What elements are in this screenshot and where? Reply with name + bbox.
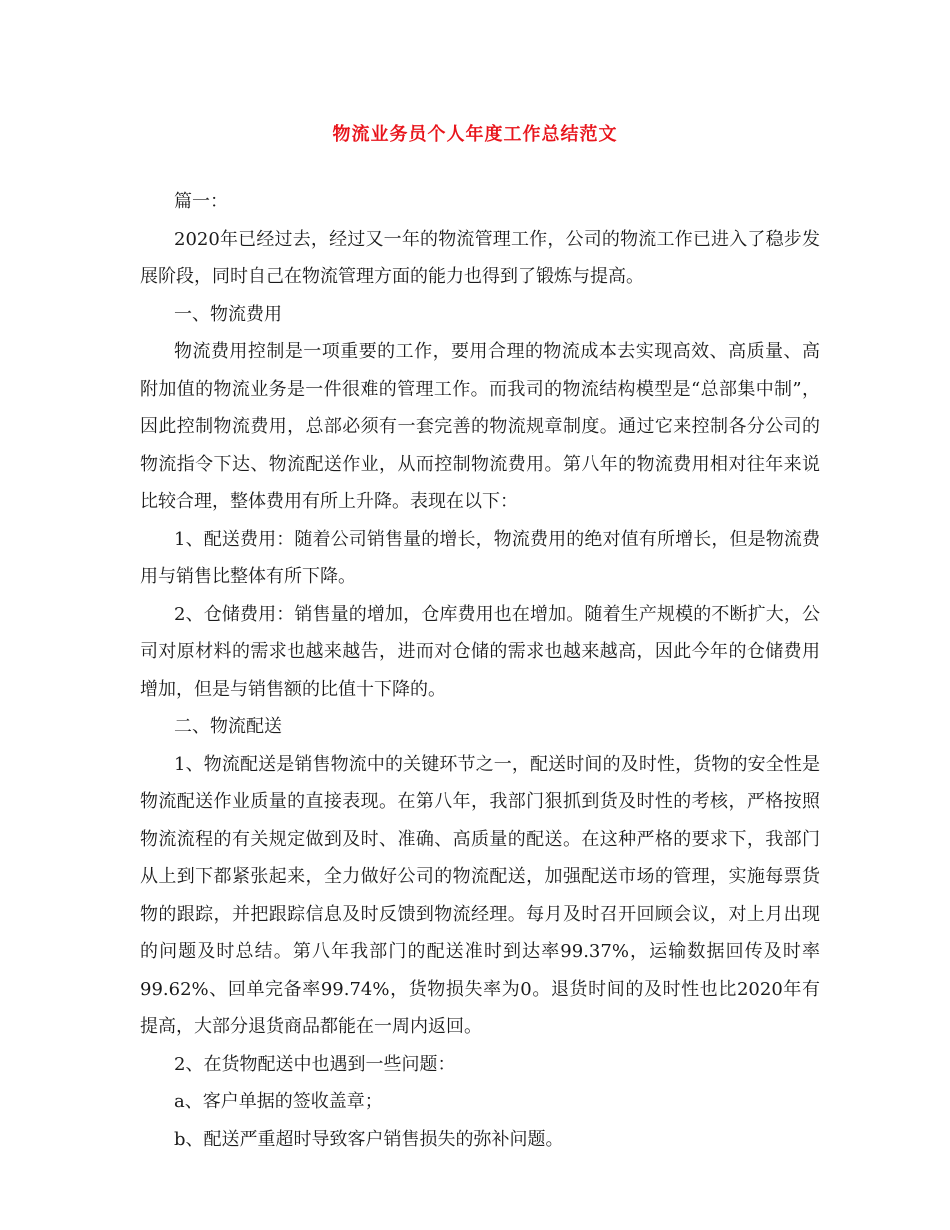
document-title: 物流业务员个人年度工作总结范文	[332, 124, 618, 145]
paragraph-section-label: 篇一：	[174, 191, 228, 212]
paragraph-delivery-details: 1、物流配送是销售物流中的关键环节之一，配送时间的及时性，货物的安全性是物流配送作业质量的直接表现。在第八年，我部门狠抓到货及时性的考核，严格按照物流流程的有关规定做到及时、准确、高质量的配送。在这种严格的要求下，我部门从上到下都紧张起来，全力做好公司的物流配送，加强配送市场的管理，实施每票货物的跟踪，并把跟踪信息及时反馈到物流经理。每月及时召开回顾会议，对上月出现的问题及时总结。第八年我部门的配送准时到达率99.37%，运输数据回传及时率99.62%、回单完备率99.74%，货物损失率为0。退货时间的及时性也比2020年有提高，大部分退货商品都能在一周内返回。	[140, 753, 820, 1037]
list-item-a: a、客户单据的签收盖章；	[174, 1091, 383, 1112]
heading-logistics-cost: 一、物流费用	[174, 303, 282, 325]
paragraph-delivery-problems: 2、在货物配送中也遇到一些问题：	[174, 1053, 456, 1075]
paragraph-delivery-cost: 1、配送费用：随着公司销售量的增长，物流费用的绝对值有所增长，但是物流费用与销售比整体有所下降。	[140, 528, 820, 587]
paragraph-storage-cost: 2、仓储费用：销售量的增加，仓库费用也在增加。随着生产规模的不断扩大，公司对原材料的需求也越来越告，进而对仓储的需求也越来越高，因此今年的仓储费用增加，但是与销售额的比值十下降的。	[140, 603, 820, 700]
paragraph-cost-control: 物流费用控制是一项重要的工作，要用合理的物流成本去实现高效、高质量、高附加值的物流业务是一件很难的管理工作。而我司的物流结构模型是“总部集中制”，因此控制物流费用，总部必须有一套完善的物流规章制度。通过它来控制各分公司的物流指令下达、物流配送作业，从而控制物流费用。第八年的物流费用相对往年来说比较合理，整体费用有所上升降。表现在以下：	[140, 341, 820, 512]
paragraph-intro: 2020年已经过去，经过又一年的物流管理工作，公司的物流工作已进入了稳步发展阶段，同时自己在物流管理方面的能力也得到了锻炼与提高。	[140, 228, 820, 287]
document-body	[140, 183, 820, 1158]
heading-logistics-delivery: 二、物流配送	[174, 716, 282, 737]
list-item-b: b、配送严重超时导致客户销售损失的弥补问题。	[174, 1128, 564, 1150]
